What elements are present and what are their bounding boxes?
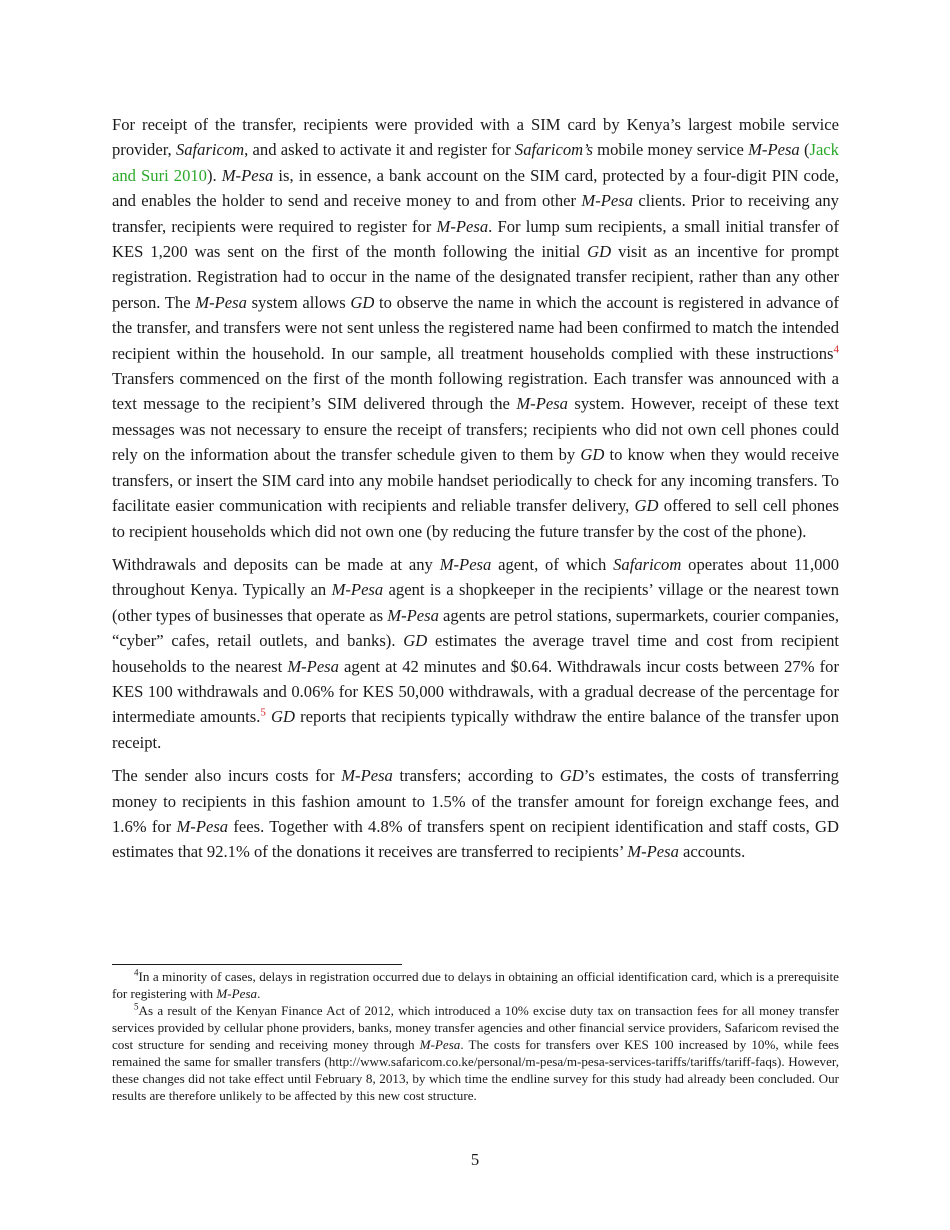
footnote-5: $^5$As a result of the Kenyan Finance Act of 2012, which introduced a 10% excise duty tax on transaction fees for all money transfer services provided by cellular phone providers, banks, money transfer agencies and other financial service providers, Safaricom revised the cost structure for sending and receiving money through M-Pesa. The costs for transfers over KES 100 increased by 10%, while fees remained the same for smaller transfers (http://www.safaricom.co.ke/personal/m-pesa/m-pesa-services-tariffs/tariffs/tariff-faqs). However, these changes did not take effect until February 8, 2013, by which time the endline survey for this study had already been concluded. Our results are therefore unlikely to be affected by this new cost structure.	[112, 1001, 839, 1103]
footnote-mark: 4	[134, 967, 139, 978]
citation-link[interactable]: Jack and Suri 2010	[112, 140, 839, 185]
footnotes	[112, 968, 839, 1104]
footnote-ref-5[interactable]: 5	[260, 706, 266, 719]
page-number: 5	[470, 1150, 480, 1169]
footnote-4: $^4$In a minority of cases, delays in registration occurred due to delays in obtaining an official identification card, which is a prerequisite for registering with M-Pesa.	[112, 967, 839, 1001]
paragraph-mpesa-registration: For receipt of the transfer, recipients were provided with a SIM card by Kenya’s largest mobile service provider, Safaricom, and asked to activate it and register for Safaricom’s mobile money service M-Pesa (Jack and Suri 2010). M-Pesa is, in essence, a bank account on the SIM card, protected by a four-digit PIN code, and enables the holder to send and receive money to and from other M-Pesa clients. Prior to receiving any transfer, recipients were required to register for M-Pesa. For lump sum recipients, a small initial transfer of KES 1,200 was sent on the first of the month following the initial GD visit as an incentive for prompt registration. Registration had to occur in the name of the designated transfer recipient, rather than any other person. The M-Pesa system allows GD to observe the name in which the account is registered in advance of the transfer, and transfers were not sent unless the registered name had been confirmed to match the intended recipient within the household. In our sample, all treatment households complied with these instructions$^4$ Transfers commenced on the first of the month following registration. Each transfer was announced with a text message to the recipient’s SIM delivered through the M-Pesa system. However, receipt of these text messages was not necessary to ensure the receipt of transfers; recipients who did not own cell phones could rely on the information about the transfer schedule given to them by GD to know when they would receive transfers, or insert the SIM card into any mobile handset periodically to check for any incoming transfers. To facilitate easier communication with recipients and reliable transfer delivery, GD offered to sell cell phones to recipient households which did not own one (by reducing the future transfer by the cost of the phone).	[112, 115, 840, 541]
footnote-ref-4[interactable]: 4	[833, 343, 839, 356]
footnote-mark: 5	[134, 1001, 139, 1012]
paragraph-sender-costs: The sender also incurs costs for M-Pesa transfers; according to GD’s estimates, the costs of transferring money to recipients in this fashion amount to 1.5% of the transfer amount for foreign exchange fees, and 1.6% for M-Pesa fees. Together with 4.8% of transfers spent on recipient identification and staff costs, GD estimates that 92.1% of the donations it receives are transferred to recipients’ M-Pesa accounts.	[112, 766, 839, 862]
main-body	[112, 112, 839, 873]
paragraph-withdrawals: Withdrawals and deposits can be made at any M-Pesa agent, of which Safaricom operates about 11,000 throughout Kenya. Typically an M-Pesa agent is a shopkeeper in the recipients’ village or the nearest town (other types of businesses that operate as M-Pesa agents are petrol stations, supermarkets, courier companies, “cyber” cafes, retail outlets, and banks). GD estimates the average travel time and cost from recipient households to the nearest M-Pesa agent at 42 minutes and $0.64. Withdrawals incur costs between 27% for KES 100 withdrawals and 0.06% for KES 50,000 withdrawals, with a gradual decrease of the percentage for intermediate amounts.$^5$ GD reports that recipients typically withdraw the entire balance of the transfer upon receipt.	[112, 554, 840, 752]
footnote-divider	[112, 964, 402, 965]
